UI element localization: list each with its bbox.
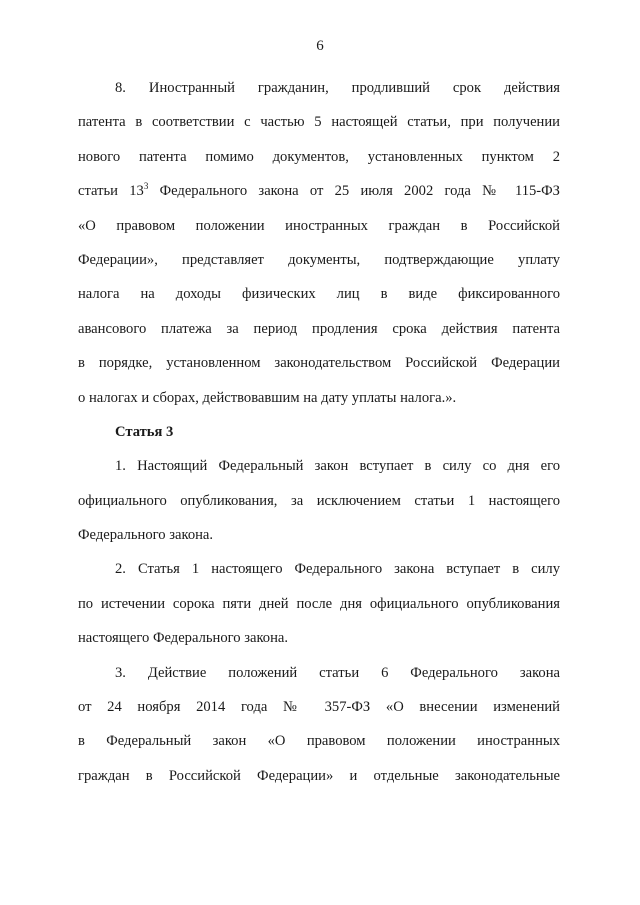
paragraph-2: [78, 557, 560, 660]
text-line: патента в соответствии с частью 5 настоящей статьи, при получении: [78, 114, 560, 131]
document-body: [78, 76, 560, 798]
text-line: 2. Статья 1 настоящего Федерального закона вступает в силу: [115, 561, 560, 578]
text-line: 3. Действие положений статьи 6 Федерального закона: [115, 664, 560, 681]
text-line: авансового платежа за период продления срока действия патента: [78, 320, 560, 337]
text-line: о налогах и сборах, действовавшим на дату уплаты налога.».: [78, 389, 457, 406]
text-line: в Федеральный закон «О правовом положении иностранных: [78, 733, 560, 750]
paragraph-1: [78, 454, 560, 557]
paragraph-3: [78, 661, 560, 799]
text-line: Федерации», представляет документы, подтверждающие уплату: [78, 251, 560, 268]
text-line-with-superscript: [78, 179, 560, 213]
text-line: от 24 ноября 2014 года № 357-ФЗ «О внесении изменений: [78, 699, 560, 716]
text-fragment: статьи 13: [78, 183, 144, 200]
superscript: 3: [143, 181, 149, 192]
text-line: налога на доходы физических лиц в виде фиксированного: [78, 286, 560, 303]
page-number: 6: [316, 38, 324, 54]
article-heading: Статья 3: [115, 423, 174, 440]
text-line: 8. Иностранный гражданин, продливший срок действия: [115, 80, 560, 96]
text-line: официального опубликования, за исключением статьи 1 настоящего: [78, 492, 560, 509]
text-line: по истечении сорока пяти дней после дня официального опубликования: [78, 595, 560, 612]
text-line: 1. Настоящий Федеральный закон вступает в силу со дня его: [115, 458, 560, 475]
text-line: настоящего Федерального закона.: [78, 630, 289, 647]
text-line: Федерального закона.: [78, 527, 214, 544]
text-fragment: Федерального закона от 25 июля 2002 года № 115-ФЗ: [148, 183, 560, 200]
text-line: граждан в Российской Федерации» и отдельные законодательные: [78, 767, 560, 784]
text-line: в порядке, установленном законодательством Российской Федерации: [78, 355, 560, 372]
text-line: «О правовом положении иностранных граждан в Российской: [78, 217, 560, 234]
text-line: нового патента помимо документов, установленных пунктом 2: [78, 148, 560, 165]
paragraph-8: [78, 76, 560, 420]
